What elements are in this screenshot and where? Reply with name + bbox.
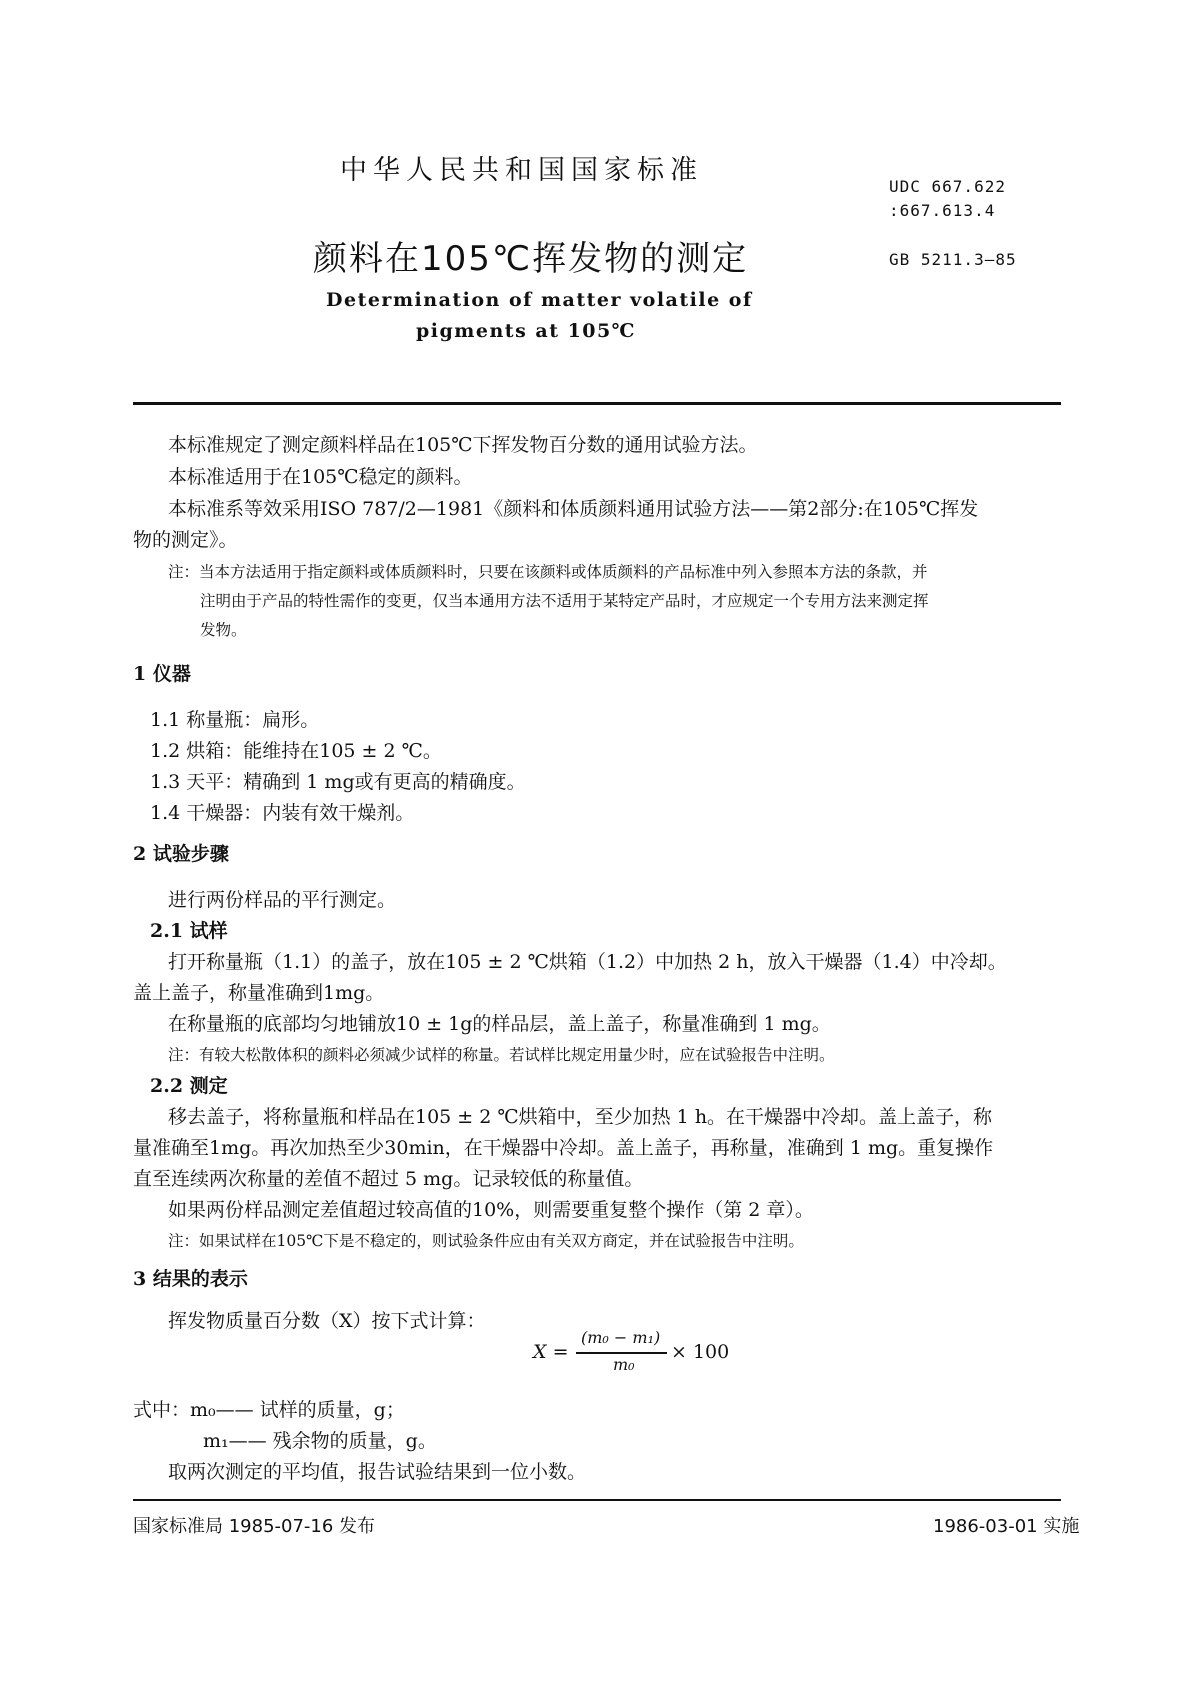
determination-paragraph-line1: 移去盖子，将称量瓶和样品在105 ± 2 ℃烘箱中，至少加热 1 h。在干燥器中冷却。盖上盖子，称 (168, 1106, 993, 1128)
determination-paragraph-line2: 量准确至1mg。再次加热至少30min，在干燥器中冷却。盖上盖子，再称量，准确到 1 mg。重复操作 (133, 1137, 994, 1159)
apparatus-item: 1.4 干燥器：内装有效干燥剂。 (150, 802, 415, 824)
intro-note-line1: 注：当本方法适用于指定颜料或体质颜料时，只要在该颜料或体质颜料的产品标准中列入参照本方法的条款，并 (168, 563, 928, 581)
document-title-en-line1: Determination of matter volatile of (326, 289, 753, 311)
sample-paragraph-line1: 打开称量瓶（1.1）的盖子，放在105 ± 2 ℃烘箱（1.2）中加热 2 h，放入干燥器（1.4）中冷却。 (168, 951, 1007, 973)
determination-paragraph-line4: 如果两份样品测定差值超过较高值的10%，则需要重复整个操作（第 2 章）。 (168, 1199, 814, 1221)
formula-lhs: X = (533, 1341, 569, 1363)
national-standard-heading: 中华人民共和国国家标准 (340, 155, 703, 186)
section-2-heading: 2 试验步骤 (133, 843, 229, 865)
sample-paragraph-line2: 盖上盖子，称量准确到1mg。 (133, 982, 385, 1004)
symbol-definition-m1: m₁—— 残余物的质量，g。 (203, 1430, 437, 1452)
apparatus-item: 1.2 烘箱：能维持在105 ± 2 ℃。 (150, 740, 442, 762)
intro-paragraph-scope: 本标准规定了测定颜料样品在105℃下挥发物百分数的通用试验方法。 (168, 434, 758, 456)
header-divider (133, 402, 1061, 405)
section-1-heading: 1 仪器 (133, 663, 191, 685)
formula-numerator: (m₀ − m₁) (581, 1328, 661, 1347)
document-title-en-line2: pigments at 105℃ (416, 320, 637, 342)
symbol-definition-m0: 式中：m₀—— 试样的质量，g； (133, 1399, 405, 1421)
intro-paragraph-equivalence-line2: 物的测定》。 (133, 529, 238, 551)
apparatus-item: 1.3 天平：精确到 1 mg或有更高的精确度。 (150, 771, 526, 793)
document-title-cn: 颜料在105℃挥发物的测定 (313, 239, 749, 279)
apparatus-item: 1.1 称量瓶：扁形。 (150, 709, 320, 731)
sample-paragraph-line3: 在称量瓶的底部均匀地铺放10 ± 1g的样品层，盖上盖子，称量准确到 1 mg。 (168, 1013, 831, 1035)
issue-date: 国家标准局 1985-07-16 发布 (133, 1516, 376, 1537)
intro-note-line3: 发物。 (200, 621, 247, 639)
determination-paragraph-line3: 直至连续两次称量的差值不超过 5 mg。记录较低的称量值。 (133, 1168, 644, 1190)
udc-code-line2: :667.613.4 (889, 201, 996, 220)
section-3-heading: 3 结果的表示 (133, 1268, 248, 1290)
formula-denominator: m₀ (613, 1355, 635, 1374)
result-intro: 挥发物质量百分数（X）按下式计算： (168, 1310, 486, 1332)
udc-code-line1: UDC 667.622 (889, 177, 1006, 196)
subsection-2-1-heading: 2.1 试样 (150, 920, 228, 942)
result-conclusion: 取两次测定的平均值，报告试验结果到一位小数。 (168, 1461, 587, 1483)
formula-factor: × 100 (671, 1341, 730, 1363)
determination-note: 注：如果试样在105℃下是不稳定的，则试验条件应由有关双方商定，并在试验报告中注明。 (168, 1232, 804, 1250)
footer-divider (133, 1499, 1061, 1501)
intro-paragraph-equivalence-line1: 本标准系等效采用ISO 787/2—1981《颜料和体质颜料通用试验方法——第2部分:在105℃挥发 (168, 498, 979, 520)
intro-paragraph-applicability: 本标准适用于在105℃稳定的颜料。 (168, 466, 473, 488)
volatile-matter-formula (533, 1328, 733, 1380)
gb-standard-code: GB 5211.3—85 (889, 250, 1017, 269)
sample-note: 注：有较大松散体积的颜料必须减少试样的称量。若试样比规定用量少时，应在试验报告中注明。 (168, 1046, 835, 1064)
intro-note-line2: 注明由于产品的特性需作的变更，仅当本通用方法不适用于某特定产品时，才应规定一个专用方法来测定挥 (200, 592, 929, 610)
fraction-bar (576, 1352, 667, 1354)
effective-date: 1986-03-01 实施 (933, 1516, 1080, 1537)
procedure-intro: 进行两份样品的平行测定。 (168, 889, 397, 911)
subsection-2-2-heading: 2.2 测定 (150, 1075, 228, 1097)
